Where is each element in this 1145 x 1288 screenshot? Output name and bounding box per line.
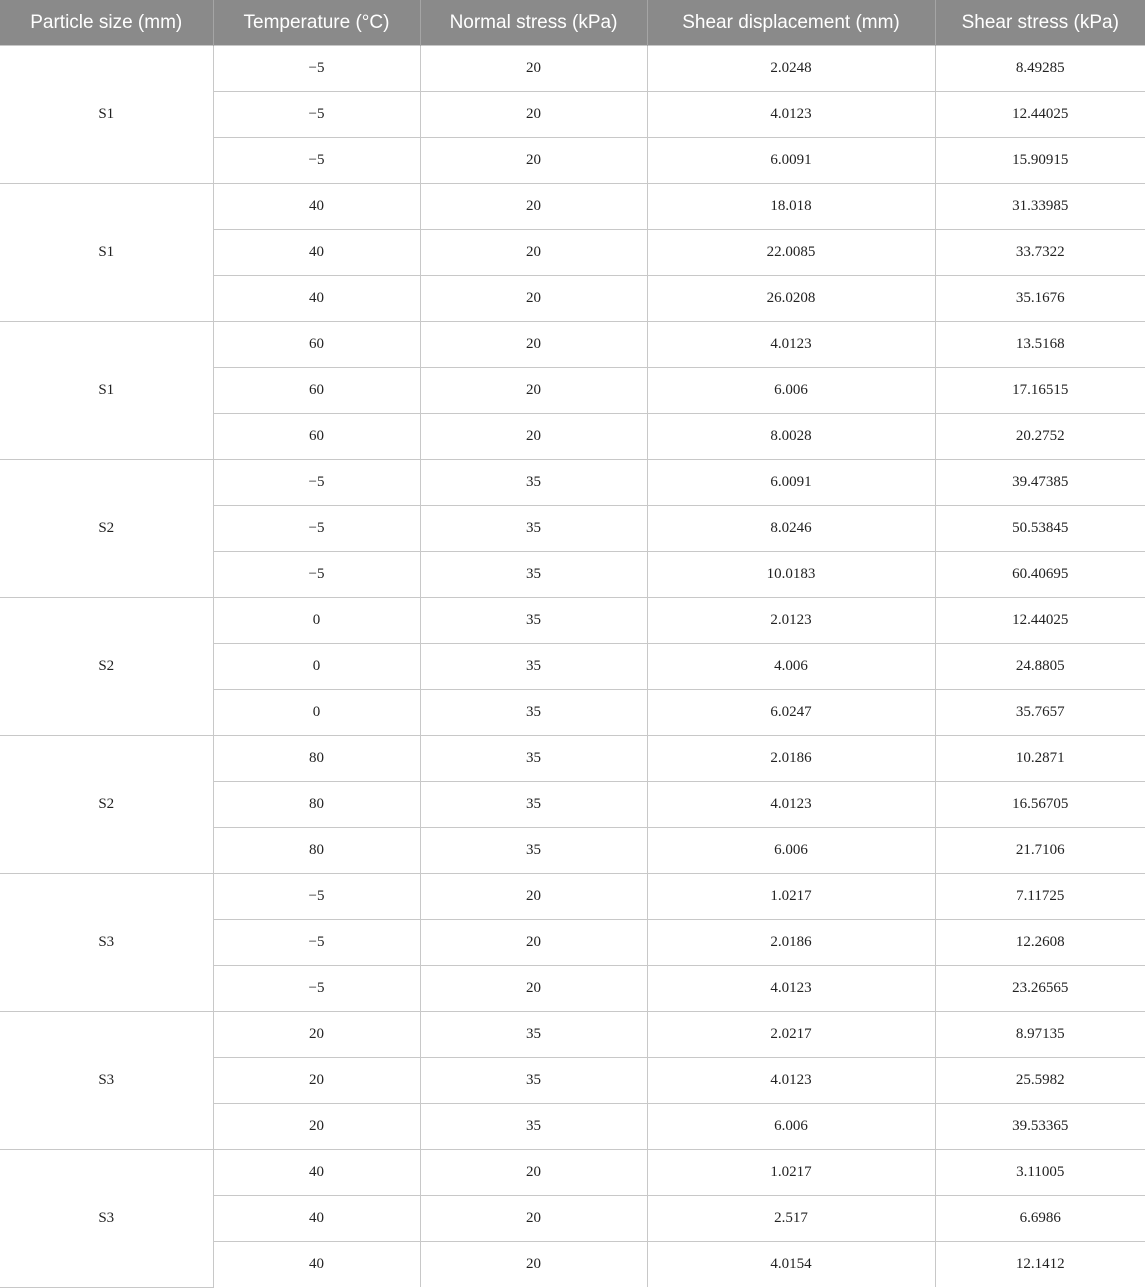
cell-shear-stress: 8.97135: [935, 1012, 1145, 1058]
cell-normal-stress: 20: [420, 414, 647, 460]
cell-temperature: 20: [213, 1058, 420, 1104]
cell-normal-stress: 35: [420, 1104, 647, 1150]
cell-shear-displacement: 8.0246: [647, 506, 935, 552]
cell-shear-stress: 24.8805: [935, 644, 1145, 690]
cell-particle-size: S2: [0, 598, 213, 736]
table-row: [0, 1150, 1145, 1196]
cell-normal-stress: 35: [420, 598, 647, 644]
cell-shear-displacement: 18.018: [647, 184, 935, 230]
header-shear-displacement: Shear displacement (mm): [647, 0, 935, 46]
cell-particle-size: S2: [0, 736, 213, 874]
cell-shear-stress: 12.2608: [935, 920, 1145, 966]
cell-shear-displacement: 1.0217: [647, 874, 935, 920]
cell-shear-stress: 35.1676: [935, 276, 1145, 322]
cell-normal-stress: 20: [420, 92, 647, 138]
cell-shear-displacement: 4.0123: [647, 782, 935, 828]
cell-shear-stress: 25.5982: [935, 1058, 1145, 1104]
cell-normal-stress: 20: [420, 184, 647, 230]
cell-temperature: 40: [213, 276, 420, 322]
cell-normal-stress: 35: [420, 644, 647, 690]
header-shear-stress: Shear stress (kPa): [935, 0, 1145, 46]
cell-temperature: 40: [213, 230, 420, 276]
cell-normal-stress: 20: [420, 874, 647, 920]
cell-shear-displacement: 6.006: [647, 368, 935, 414]
cell-normal-stress: 35: [420, 690, 647, 736]
cell-shear-stress: 60.40695: [935, 552, 1145, 598]
cell-shear-displacement: 26.0208: [647, 276, 935, 322]
cell-temperature: 60: [213, 414, 420, 460]
cell-temperature: −5: [213, 920, 420, 966]
table-row: [0, 736, 1145, 782]
cell-normal-stress: 35: [420, 552, 647, 598]
cell-shear-stress: 21.7106: [935, 828, 1145, 874]
cell-shear-displacement: 6.006: [647, 828, 935, 874]
cell-temperature: 80: [213, 828, 420, 874]
cell-normal-stress: 20: [420, 230, 647, 276]
cell-shear-displacement: 8.0028: [647, 414, 935, 460]
cell-normal-stress: 35: [420, 1058, 647, 1104]
cell-shear-stress: 8.49285: [935, 46, 1145, 92]
cell-temperature: −5: [213, 552, 420, 598]
cell-temperature: −5: [213, 92, 420, 138]
cell-normal-stress: 20: [420, 920, 647, 966]
cell-shear-displacement: 22.0085: [647, 230, 935, 276]
cell-shear-displacement: 4.0154: [647, 1242, 935, 1288]
cell-shear-stress: 13.5168: [935, 322, 1145, 368]
cell-particle-size: S1: [0, 46, 213, 184]
cell-temperature: 40: [213, 1150, 420, 1196]
table-row: [0, 598, 1145, 644]
cell-shear-displacement: 10.0183: [647, 552, 935, 598]
cell-shear-stress: 35.7657: [935, 690, 1145, 736]
cell-temperature: 20: [213, 1012, 420, 1058]
table-row: [0, 1012, 1145, 1058]
cell-shear-stress: 7.11725: [935, 874, 1145, 920]
cell-normal-stress: 20: [420, 138, 647, 184]
cell-shear-stress: 12.44025: [935, 92, 1145, 138]
cell-temperature: 80: [213, 782, 420, 828]
cell-shear-displacement: 1.0217: [647, 1150, 935, 1196]
cell-temperature: 20: [213, 1104, 420, 1150]
cell-shear-displacement: 2.0248: [647, 46, 935, 92]
cell-shear-stress: 39.53365: [935, 1104, 1145, 1150]
cell-shear-displacement: 2.0217: [647, 1012, 935, 1058]
cell-temperature: 40: [213, 1242, 420, 1288]
cell-temperature: 0: [213, 644, 420, 690]
cell-shear-stress: 31.33985: [935, 184, 1145, 230]
cell-shear-displacement: 6.0247: [647, 690, 935, 736]
cell-shear-displacement: 2.517: [647, 1196, 935, 1242]
cell-shear-stress: 39.47385: [935, 460, 1145, 506]
cell-shear-displacement: 4.0123: [647, 92, 935, 138]
cell-temperature: 60: [213, 368, 420, 414]
cell-shear-stress: 10.2871: [935, 736, 1145, 782]
cell-normal-stress: 20: [420, 1150, 647, 1196]
cell-temperature: −5: [213, 874, 420, 920]
header-temperature: Temperature (°C): [213, 0, 420, 46]
cell-shear-stress: 33.7322: [935, 230, 1145, 276]
cell-shear-stress: 15.90915: [935, 138, 1145, 184]
cell-temperature: −5: [213, 46, 420, 92]
cell-shear-displacement: 4.0123: [647, 322, 935, 368]
cell-normal-stress: 35: [420, 828, 647, 874]
cell-shear-stress: 12.1412: [935, 1242, 1145, 1288]
cell-shear-stress: 12.44025: [935, 598, 1145, 644]
cell-particle-size: S3: [0, 1012, 213, 1150]
cell-normal-stress: 20: [420, 1196, 647, 1242]
table-body: [0, 46, 1145, 1288]
cell-normal-stress: 35: [420, 1012, 647, 1058]
table-row: [0, 322, 1145, 368]
cell-normal-stress: 20: [420, 1242, 647, 1288]
header-row: [0, 0, 1145, 46]
cell-normal-stress: 20: [420, 276, 647, 322]
cell-normal-stress: 20: [420, 46, 647, 92]
cell-temperature: 0: [213, 690, 420, 736]
cell-temperature: −5: [213, 460, 420, 506]
cell-shear-displacement: 4.006: [647, 644, 935, 690]
cell-temperature: −5: [213, 966, 420, 1012]
header-normal-stress: Normal stress (kPa): [420, 0, 647, 46]
cell-normal-stress: 35: [420, 736, 647, 782]
cell-shear-displacement: 4.0123: [647, 1058, 935, 1104]
cell-temperature: −5: [213, 138, 420, 184]
cell-shear-displacement: 6.0091: [647, 138, 935, 184]
cell-particle-size: S3: [0, 874, 213, 1012]
cell-temperature: 60: [213, 322, 420, 368]
table-row: [0, 46, 1145, 92]
cell-particle-size: S1: [0, 184, 213, 322]
cell-shear-displacement: 6.006: [647, 1104, 935, 1150]
cell-shear-stress: 50.53845: [935, 506, 1145, 552]
table-header: [0, 0, 1145, 46]
cell-shear-stress: 3.11005: [935, 1150, 1145, 1196]
cell-shear-displacement: 2.0186: [647, 736, 935, 782]
cell-shear-displacement: 4.0123: [647, 966, 935, 1012]
cell-particle-size: S1: [0, 322, 213, 460]
table-row: [0, 460, 1145, 506]
cell-normal-stress: 20: [420, 322, 647, 368]
header-particle-size: Particle size (mm): [0, 0, 213, 46]
cell-temperature: −5: [213, 506, 420, 552]
cell-shear-stress: 17.16515: [935, 368, 1145, 414]
cell-normal-stress: 20: [420, 966, 647, 1012]
cell-shear-displacement: 2.0186: [647, 920, 935, 966]
table-row: [0, 184, 1145, 230]
cell-shear-stress: 16.56705: [935, 782, 1145, 828]
cell-particle-size: S2: [0, 460, 213, 598]
cell-temperature: 40: [213, 1196, 420, 1242]
cell-normal-stress: 35: [420, 506, 647, 552]
cell-shear-displacement: 6.0091: [647, 460, 935, 506]
cell-temperature: 0: [213, 598, 420, 644]
cell-normal-stress: 35: [420, 782, 647, 828]
cell-shear-stress: 20.2752: [935, 414, 1145, 460]
cell-normal-stress: 20: [420, 368, 647, 414]
cell-shear-displacement: 2.0123: [647, 598, 935, 644]
cell-temperature: 40: [213, 184, 420, 230]
cell-temperature: 80: [213, 736, 420, 782]
cell-shear-stress: 6.6986: [935, 1196, 1145, 1242]
cell-particle-size: S3: [0, 1150, 213, 1288]
table-row: [0, 874, 1145, 920]
cell-normal-stress: 35: [420, 460, 647, 506]
cell-shear-stress: 23.26565: [935, 966, 1145, 1012]
